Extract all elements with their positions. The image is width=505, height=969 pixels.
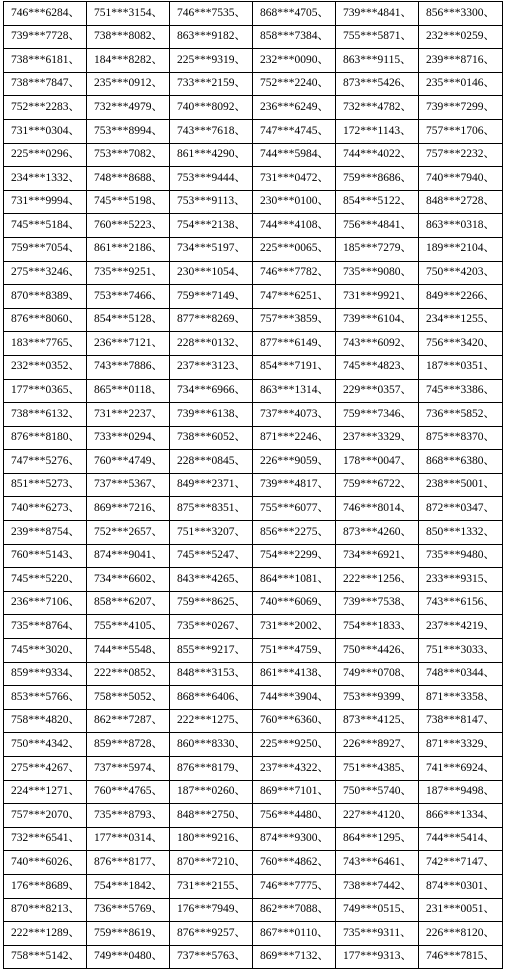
table-cell: 745***5198、 bbox=[87, 190, 170, 214]
table-cell: 873***4125、 bbox=[336, 709, 419, 733]
table-cell: 731***0472、 bbox=[253, 167, 336, 191]
table-cell: 758***4820、 bbox=[4, 709, 87, 733]
table-row bbox=[4, 780, 503, 804]
table-row bbox=[4, 662, 503, 686]
table-cell: 731***2237、 bbox=[87, 403, 170, 427]
table-row bbox=[4, 167, 503, 191]
table-cell: 757***3859、 bbox=[253, 308, 336, 332]
table-cell: 758***5142、 bbox=[4, 945, 87, 969]
table-cell: 735***8764、 bbox=[4, 615, 87, 639]
table-cell: 731***0304、 bbox=[4, 119, 87, 143]
table-cell: 753***7082、 bbox=[87, 143, 170, 167]
table-body bbox=[4, 2, 503, 969]
table-cell: 863***0318、 bbox=[419, 214, 503, 238]
table-cell: 875***8351、 bbox=[170, 497, 253, 521]
table-cell: 759***8625、 bbox=[170, 591, 253, 615]
table-row bbox=[4, 119, 503, 143]
table-cell: 871***2246、 bbox=[253, 426, 336, 450]
table-cell: 230***1054、 bbox=[170, 261, 253, 285]
table-cell: 237***4219、 bbox=[419, 615, 503, 639]
table-cell: 745***5220、 bbox=[4, 568, 87, 592]
table-cell: 755***5871、 bbox=[336, 25, 419, 49]
table-cell: 233***9315、 bbox=[419, 568, 503, 592]
table-cell: 740***7940、 bbox=[419, 167, 503, 191]
table-row bbox=[4, 615, 503, 639]
table-cell: 749***0515、 bbox=[336, 898, 419, 922]
table-row bbox=[4, 25, 503, 49]
table-cell: 176***7949、 bbox=[170, 898, 253, 922]
table-cell: 759***7346、 bbox=[336, 403, 419, 427]
table-cell: 760***5223、 bbox=[87, 214, 170, 238]
table-cell: 235***0912、 bbox=[87, 72, 170, 96]
table-cell: 759***8686、 bbox=[336, 167, 419, 191]
table-cell: 732***4979、 bbox=[87, 96, 170, 120]
table-cell: 734***5197、 bbox=[170, 237, 253, 261]
table-cell: 222***1289、 bbox=[4, 922, 87, 946]
table-cell: 877***8269、 bbox=[170, 308, 253, 332]
table-cell: 876***8179、 bbox=[170, 757, 253, 781]
table-cell: 747***4745、 bbox=[253, 119, 336, 143]
table-cell: 756***3420、 bbox=[419, 332, 503, 356]
table-cell: 843***4265、 bbox=[170, 568, 253, 592]
table-row bbox=[4, 355, 503, 379]
table-cell: 731***2155、 bbox=[170, 874, 253, 898]
table-cell: 734***6602、 bbox=[87, 568, 170, 592]
table-row bbox=[4, 450, 503, 474]
table-cell: 848***2750、 bbox=[170, 804, 253, 828]
table-cell: 873***5426、 bbox=[336, 72, 419, 96]
table-cell: 237***3329、 bbox=[336, 426, 419, 450]
table-cell: 177***0314、 bbox=[87, 827, 170, 851]
table-cell: 861***4290、 bbox=[170, 143, 253, 167]
table-cell: 222***1256、 bbox=[336, 568, 419, 592]
table-cell: 222***0852、 bbox=[87, 662, 170, 686]
table-row bbox=[4, 332, 503, 356]
table-cell: 180***9216、 bbox=[170, 827, 253, 851]
table-cell: 865***0118、 bbox=[87, 379, 170, 403]
table-cell: 187***9498、 bbox=[419, 780, 503, 804]
table-cell: 178***0047、 bbox=[336, 450, 419, 474]
table-cell: 743***6156、 bbox=[419, 591, 503, 615]
table-cell: 743***7618、 bbox=[170, 119, 253, 143]
table-cell: 754***1833、 bbox=[336, 615, 419, 639]
table-cell: 225***0296、 bbox=[4, 143, 87, 167]
table-cell: 869***7216、 bbox=[87, 497, 170, 521]
table-cell: 868***4705、 bbox=[253, 2, 336, 26]
table-cell: 740***6069、 bbox=[253, 591, 336, 615]
table-cell: 230***0100、 bbox=[253, 190, 336, 214]
table-cell: 751***3154、 bbox=[87, 2, 170, 26]
table-row bbox=[4, 72, 503, 96]
table-cell: 739***6138、 bbox=[170, 403, 253, 427]
table-cell: 849***2371、 bbox=[170, 473, 253, 497]
table-cell: 738***8147、 bbox=[419, 709, 503, 733]
table-cell: 859***8728、 bbox=[87, 733, 170, 757]
table-cell: 751***3033、 bbox=[419, 639, 503, 663]
table-cell: 236***7121、 bbox=[87, 332, 170, 356]
table-cell: 224***1271、 bbox=[4, 780, 87, 804]
table-cell: 850***1332、 bbox=[419, 521, 503, 545]
table-cell: 225***9319、 bbox=[170, 49, 253, 73]
table-cell: 860***8330、 bbox=[170, 733, 253, 757]
table-cell: 864***1081、 bbox=[253, 568, 336, 592]
table-cell: 746***7782、 bbox=[253, 261, 336, 285]
table-cell: 740***8092、 bbox=[170, 96, 253, 120]
table-row bbox=[4, 379, 503, 403]
table-cell: 759***7149、 bbox=[170, 285, 253, 309]
table-row bbox=[4, 922, 503, 946]
table-row bbox=[4, 568, 503, 592]
table-cell: 869***7132、 bbox=[253, 945, 336, 969]
table-row bbox=[4, 686, 503, 710]
table-cell: 177***9313、 bbox=[336, 945, 419, 969]
table-cell: 752***2657、 bbox=[87, 521, 170, 545]
table-cell: 183***7765、 bbox=[4, 332, 87, 356]
table-row bbox=[4, 827, 503, 851]
table-cell: 184***8282、 bbox=[87, 49, 170, 73]
table-cell: 759***6722、 bbox=[336, 473, 419, 497]
table-cell: 744***3904、 bbox=[253, 686, 336, 710]
table-cell: 737***4073、 bbox=[253, 403, 336, 427]
table-cell: 176***8689、 bbox=[4, 874, 87, 898]
table-cell: 748***0344、 bbox=[419, 662, 503, 686]
phone-number-table bbox=[3, 1, 503, 969]
table-cell: 226***8120、 bbox=[419, 922, 503, 946]
table-row bbox=[4, 497, 503, 521]
table-cell: 754***1842、 bbox=[87, 874, 170, 898]
table-cell: 751***4385、 bbox=[336, 757, 419, 781]
table-cell: 732***4782、 bbox=[336, 96, 419, 120]
table-row bbox=[4, 709, 503, 733]
table-cell: 856***3300、 bbox=[419, 2, 503, 26]
table-cell: 239***8754、 bbox=[4, 521, 87, 545]
table-cell: 739***6104、 bbox=[336, 308, 419, 332]
table-cell: 746***7535、 bbox=[170, 2, 253, 26]
table-cell: 754***2299、 bbox=[253, 544, 336, 568]
table-cell: 862***7088、 bbox=[253, 898, 336, 922]
table-cell: 863***9182、 bbox=[170, 25, 253, 49]
table-cell: 734***6921、 bbox=[336, 544, 419, 568]
table-cell: 234***1255、 bbox=[419, 308, 503, 332]
table-row bbox=[4, 285, 503, 309]
table-cell: 187***0260、 bbox=[170, 780, 253, 804]
table-cell: 746***7775、 bbox=[253, 874, 336, 898]
table-cell: 757***2070、 bbox=[4, 804, 87, 828]
table-cell: 738***6181、 bbox=[4, 49, 87, 73]
table-row bbox=[4, 874, 503, 898]
table-cell: 859***9334、 bbox=[4, 662, 87, 686]
table-cell: 226***9059、 bbox=[253, 450, 336, 474]
table-cell: 189***2104、 bbox=[419, 237, 503, 261]
table-cell: 742***7147、 bbox=[419, 851, 503, 875]
table-cell: 755***6077、 bbox=[253, 497, 336, 521]
table-cell: 848***3153、 bbox=[170, 662, 253, 686]
table-cell: 759***8619、 bbox=[87, 922, 170, 946]
table-cell: 747***5276、 bbox=[4, 450, 87, 474]
table-cell: 239***8716、 bbox=[419, 49, 503, 73]
table-cell: 731***2002、 bbox=[253, 615, 336, 639]
table-row bbox=[4, 237, 503, 261]
table-cell: 738***8082、 bbox=[87, 25, 170, 49]
table-row bbox=[4, 544, 503, 568]
table-cell: 275***3246、 bbox=[4, 261, 87, 285]
table-row bbox=[4, 2, 503, 26]
table-row bbox=[4, 96, 503, 120]
table-cell: 739***7299、 bbox=[419, 96, 503, 120]
table-cell: 862***7287、 bbox=[87, 709, 170, 733]
table-row bbox=[4, 757, 503, 781]
table-row bbox=[4, 733, 503, 757]
table-cell: 744***4108、 bbox=[253, 214, 336, 238]
table-cell: 854***5128、 bbox=[87, 308, 170, 332]
table-cell: 734***6966、 bbox=[170, 379, 253, 403]
table-cell: 760***6360、 bbox=[253, 709, 336, 733]
table-cell: 228***0845、 bbox=[170, 450, 253, 474]
table-cell: 858***6207、 bbox=[87, 591, 170, 615]
table-cell: 753***9113、 bbox=[170, 190, 253, 214]
table-cell: 869***7101、 bbox=[253, 780, 336, 804]
table-cell: 760***4862、 bbox=[253, 851, 336, 875]
table-cell: 735***9080、 bbox=[336, 261, 419, 285]
table-cell: 746***7815、 bbox=[419, 945, 503, 969]
table-cell: 876***8060、 bbox=[4, 308, 87, 332]
table-cell: 744***5984、 bbox=[253, 143, 336, 167]
table-cell: 758***5052、 bbox=[87, 686, 170, 710]
table-cell: 868***6380、 bbox=[419, 450, 503, 474]
table-cell: 185***7279、 bbox=[336, 237, 419, 261]
table-cell: 849***2266、 bbox=[419, 285, 503, 309]
table-row bbox=[4, 214, 503, 238]
table-cell: 739***4841、 bbox=[336, 2, 419, 26]
table-cell: 735***9251、 bbox=[87, 261, 170, 285]
table-cell: 228***0132、 bbox=[170, 332, 253, 356]
table-cell: 737***5763、 bbox=[170, 945, 253, 969]
table-cell: 753***8994、 bbox=[87, 119, 170, 143]
table-cell: 744***5414、 bbox=[419, 827, 503, 851]
table-cell: 751***4759、 bbox=[253, 639, 336, 663]
table-cell: 759***7054、 bbox=[4, 237, 87, 261]
table-cell: 736***5769、 bbox=[87, 898, 170, 922]
table-cell: 872***0347、 bbox=[419, 497, 503, 521]
table-cell: 738***6132、 bbox=[4, 403, 87, 427]
table-row bbox=[4, 473, 503, 497]
table-row bbox=[4, 851, 503, 875]
table-cell: 876***9257、 bbox=[170, 922, 253, 946]
table-cell: 743***6092、 bbox=[336, 332, 419, 356]
table-cell: 750***4426、 bbox=[336, 639, 419, 663]
table-row bbox=[4, 898, 503, 922]
table-cell: 738***6052、 bbox=[170, 426, 253, 450]
table-cell: 757***1706、 bbox=[419, 119, 503, 143]
table-cell: 752***2240、 bbox=[253, 72, 336, 96]
table-cell: 738***7847、 bbox=[4, 72, 87, 96]
table-cell: 275***4267、 bbox=[4, 757, 87, 781]
table-cell: 731***9921、 bbox=[336, 285, 419, 309]
table-cell: 735***8793、 bbox=[87, 804, 170, 828]
table-cell: 861***2186、 bbox=[87, 237, 170, 261]
table-row bbox=[4, 521, 503, 545]
table-cell: 231***0051、 bbox=[419, 898, 503, 922]
table-cell: 856***2275、 bbox=[253, 521, 336, 545]
table-cell: 871***3329、 bbox=[419, 733, 503, 757]
table-cell: 754***2138、 bbox=[170, 214, 253, 238]
table-cell: 753***7466、 bbox=[87, 285, 170, 309]
table-cell: 871***3358、 bbox=[419, 686, 503, 710]
table-cell: 745***4823、 bbox=[336, 355, 419, 379]
table-cell: 741***6924、 bbox=[419, 757, 503, 781]
table-cell: 232***0259、 bbox=[419, 25, 503, 49]
table-cell: 753***9399、 bbox=[336, 686, 419, 710]
table-cell: 854***7191、 bbox=[253, 355, 336, 379]
table-cell: 229***0357、 bbox=[336, 379, 419, 403]
table-cell: 238***5001、 bbox=[419, 473, 503, 497]
table-cell: 737***5367、 bbox=[87, 473, 170, 497]
table-cell: 760***5143、 bbox=[4, 544, 87, 568]
table-cell: 740***6026、 bbox=[4, 851, 87, 875]
table-cell: 851***5273、 bbox=[4, 473, 87, 497]
table-row bbox=[4, 591, 503, 615]
table-cell: 225***9250、 bbox=[253, 733, 336, 757]
table-cell: 745***3386、 bbox=[419, 379, 503, 403]
table-cell: 748***8688、 bbox=[87, 167, 170, 191]
table-cell: 733***0294、 bbox=[87, 426, 170, 450]
table-cell: 225***0065、 bbox=[253, 237, 336, 261]
table-cell: 743***7886、 bbox=[87, 355, 170, 379]
table-cell: 235***0146、 bbox=[419, 72, 503, 96]
table-cell: 177***0365、 bbox=[4, 379, 87, 403]
table-cell: 735***0267、 bbox=[170, 615, 253, 639]
table-cell: 756***4480、 bbox=[253, 804, 336, 828]
table-cell: 236***6249、 bbox=[253, 96, 336, 120]
table-cell: 749***0480、 bbox=[87, 945, 170, 969]
table-cell: 731***9994、 bbox=[4, 190, 87, 214]
table-cell: 864***1295、 bbox=[336, 827, 419, 851]
table-row bbox=[4, 143, 503, 167]
table-cell: 735***9311、 bbox=[336, 922, 419, 946]
table-cell: 760***4765、 bbox=[87, 780, 170, 804]
table-cell: 863***1314、 bbox=[253, 379, 336, 403]
table-row bbox=[4, 639, 503, 663]
table-row bbox=[4, 403, 503, 427]
table-row bbox=[4, 308, 503, 332]
table-cell: 232***0090、 bbox=[253, 49, 336, 73]
table-cell: 172***1143、 bbox=[336, 119, 419, 143]
table-cell: 733***2159、 bbox=[170, 72, 253, 96]
table-cell: 222***1275、 bbox=[170, 709, 253, 733]
table-cell: 736***5852、 bbox=[419, 403, 503, 427]
table-cell: 868***6406、 bbox=[170, 686, 253, 710]
table-cell: 749***0708、 bbox=[336, 662, 419, 686]
table-cell: 848***2728、 bbox=[419, 190, 503, 214]
table-cell: 870***8213、 bbox=[4, 898, 87, 922]
table-cell: 739***7728、 bbox=[4, 25, 87, 49]
table-cell: 745***3020、 bbox=[4, 639, 87, 663]
table-cell: 738***7442、 bbox=[336, 874, 419, 898]
table-cell: 874***9300、 bbox=[253, 827, 336, 851]
table-cell: 226***8927、 bbox=[336, 733, 419, 757]
table-row bbox=[4, 426, 503, 450]
table-cell: 863***9115、 bbox=[336, 49, 419, 73]
table-cell: 760***4749、 bbox=[87, 450, 170, 474]
table-cell: 234***1332、 bbox=[4, 167, 87, 191]
table-cell: 744***4022、 bbox=[336, 143, 419, 167]
table-cell: 751***3207、 bbox=[170, 521, 253, 545]
table-cell: 750***4203、 bbox=[419, 261, 503, 285]
table-cell: 744***5548、 bbox=[87, 639, 170, 663]
table-cell: 874***0301、 bbox=[419, 874, 503, 898]
table-cell: 877***6149、 bbox=[253, 332, 336, 356]
table-cell: 740***6273、 bbox=[4, 497, 87, 521]
table-cell: 187***0351、 bbox=[419, 355, 503, 379]
table-cell: 876***8180、 bbox=[4, 426, 87, 450]
table-cell: 750***5740、 bbox=[336, 780, 419, 804]
table-cell: 743***6461、 bbox=[336, 851, 419, 875]
table-cell: 752***2283、 bbox=[4, 96, 87, 120]
table-cell: 870***7210、 bbox=[170, 851, 253, 875]
table-row bbox=[4, 804, 503, 828]
table-row bbox=[4, 945, 503, 969]
table-cell: 745***5247、 bbox=[170, 544, 253, 568]
table-cell: 747***6251、 bbox=[253, 285, 336, 309]
table-cell: 876***8177、 bbox=[87, 851, 170, 875]
table-cell: 732***6541、 bbox=[4, 827, 87, 851]
table-cell: 746***8014、 bbox=[336, 497, 419, 521]
table-cell: 237***4322、 bbox=[253, 757, 336, 781]
table-cell: 757***2232、 bbox=[419, 143, 503, 167]
table-cell: 858***7384、 bbox=[253, 25, 336, 49]
table-cell: 873***4260、 bbox=[336, 521, 419, 545]
table-cell: 854***5122、 bbox=[336, 190, 419, 214]
table-row bbox=[4, 261, 503, 285]
table-cell: 236***7106、 bbox=[4, 591, 87, 615]
table-row bbox=[4, 190, 503, 214]
table-cell: 750***4342、 bbox=[4, 733, 87, 757]
table-cell: 875***8370、 bbox=[419, 426, 503, 450]
table-cell: 753***9444、 bbox=[170, 167, 253, 191]
table-cell: 867***0110、 bbox=[253, 922, 336, 946]
table-cell: 739***7538、 bbox=[336, 591, 419, 615]
table-cell: 745***5184、 bbox=[4, 214, 87, 238]
table-cell: 853***5766、 bbox=[4, 686, 87, 710]
table-cell: 232***0352、 bbox=[4, 355, 87, 379]
table-cell: 237***3123、 bbox=[170, 355, 253, 379]
table-cell: 746***6284、 bbox=[4, 2, 87, 26]
table-cell: 870***8389、 bbox=[4, 285, 87, 309]
table-cell: 227***4120、 bbox=[336, 804, 419, 828]
table-cell: 855***9217、 bbox=[170, 639, 253, 663]
table-cell: 735***9480、 bbox=[419, 544, 503, 568]
table-cell: 739***4817、 bbox=[253, 473, 336, 497]
table-cell: 737***5974、 bbox=[87, 757, 170, 781]
table-cell: 866***1334、 bbox=[419, 804, 503, 828]
table-cell: 861***4138、 bbox=[253, 662, 336, 686]
table-cell: 756***4841、 bbox=[336, 214, 419, 238]
table-cell: 874***9041、 bbox=[87, 544, 170, 568]
table-row bbox=[4, 49, 503, 73]
table-cell: 755***4105、 bbox=[87, 615, 170, 639]
